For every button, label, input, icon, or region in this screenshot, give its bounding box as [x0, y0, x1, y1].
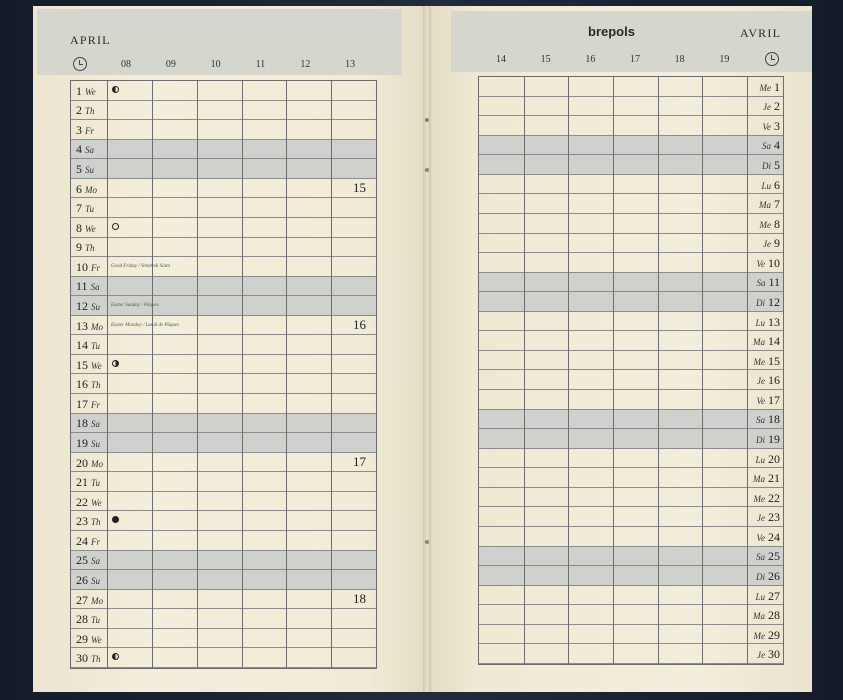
- weekday-abbr: We: [91, 634, 102, 645]
- weekday-abbr: Sa: [91, 419, 100, 430]
- day-label: [76, 571, 100, 590]
- weekday-abbr: Mo: [91, 458, 103, 469]
- day-label: [748, 78, 780, 97]
- day-label: [748, 450, 780, 469]
- day-label: [76, 356, 102, 375]
- weekday-abbr: Ma: [753, 474, 765, 485]
- day-label: [748, 136, 780, 155]
- day-label: [748, 645, 780, 664]
- weekday-abbr: Th: [91, 517, 101, 528]
- weekday-abbr: Mo: [91, 321, 103, 332]
- week-number: 15: [353, 179, 366, 195]
- weekday-abbr: Fr: [85, 125, 94, 136]
- day-number: 22: [768, 490, 780, 505]
- hour-label: 16: [585, 54, 596, 65]
- day-number: 28: [76, 612, 88, 627]
- weekday-abbr: Me: [759, 82, 771, 93]
- weekday-abbr: Sa: [90, 282, 100, 293]
- day-number: 30: [76, 651, 88, 666]
- holiday-note: Easter Sunday / Pâques: [111, 303, 159, 309]
- day-label: [76, 591, 103, 610]
- day-number: 17: [76, 396, 88, 411]
- weekday-abbr: Ve: [756, 395, 765, 406]
- day-number: 13: [768, 314, 780, 329]
- hour-label: 09: [165, 59, 176, 70]
- day-number: 9: [76, 240, 82, 255]
- day-label: [748, 293, 780, 312]
- day-label: [76, 630, 102, 649]
- day-number: 21: [768, 471, 780, 486]
- week-number: 18: [353, 590, 366, 606]
- day-number: 6: [76, 181, 82, 196]
- clock-icon: [765, 52, 779, 66]
- weekday-abbr: Ve: [756, 532, 765, 543]
- day-label: [76, 238, 95, 257]
- weekday-abbr: Sa: [85, 145, 94, 156]
- moon-phase-icon: [112, 223, 119, 230]
- day-label: [748, 547, 780, 566]
- day-number: 26: [76, 572, 88, 587]
- day-number: 11: [76, 279, 88, 294]
- weekday-abbr: Su: [85, 165, 94, 176]
- day-label: [76, 414, 100, 433]
- day-number: 19: [76, 435, 88, 450]
- hour-divider: [524, 77, 525, 664]
- weekday-abbr: We: [91, 497, 102, 508]
- day-number: 25: [768, 549, 780, 564]
- weekday-abbr: Sa: [756, 278, 766, 289]
- day-number: 23: [768, 510, 780, 525]
- day-label: [76, 336, 100, 355]
- day-number: 8: [774, 216, 780, 231]
- holiday-note: Good Friday / Vendredi Saint: [111, 264, 170, 270]
- hour-divider: [613, 77, 614, 664]
- hour-label: 19: [719, 54, 730, 65]
- day-number: 13: [76, 318, 88, 333]
- day-number: 5: [774, 158, 780, 173]
- weekday-abbr: Su: [91, 438, 100, 449]
- weekday-abbr: Sa: [91, 556, 100, 567]
- day-label: [748, 332, 780, 351]
- weekday-abbr: Sa: [762, 141, 771, 152]
- day-label: [748, 97, 780, 116]
- day-label: [748, 528, 780, 547]
- day-number: 20: [768, 451, 780, 466]
- day-label: [748, 410, 780, 429]
- day-label: [76, 375, 101, 394]
- day-label: [76, 532, 100, 551]
- day-number: 22: [76, 494, 88, 509]
- weekday-abbr: Ma: [753, 611, 765, 622]
- day-number: 14: [76, 338, 88, 353]
- weekday-abbr: Di: [762, 161, 771, 172]
- day-number: 24: [76, 533, 88, 548]
- day-label: [748, 313, 780, 332]
- hour-divider: [568, 77, 569, 664]
- day-label: [748, 371, 780, 390]
- day-number: 5: [76, 162, 82, 177]
- day-number: 4: [76, 142, 82, 157]
- weekday-abbr: We: [91, 360, 102, 371]
- hour-divider: [152, 81, 153, 668]
- weekday-abbr: Tu: [85, 204, 95, 215]
- weekday-abbr: Lu: [755, 454, 765, 465]
- day-number: 29: [768, 627, 780, 642]
- weekday-abbr: Me: [753, 493, 765, 504]
- day-label: [76, 101, 95, 120]
- day-number: 10: [76, 259, 88, 274]
- weekday-abbr: Th: [85, 106, 95, 117]
- day-label: [748, 254, 780, 273]
- weekday-abbr: Su: [91, 575, 100, 586]
- day-label: [748, 273, 780, 292]
- day-number: 16: [768, 373, 780, 388]
- hour-divider: [197, 81, 198, 668]
- hour-label: 11: [255, 59, 266, 70]
- weekday-abbr: Ve: [762, 121, 771, 132]
- hour-divider: [286, 81, 287, 668]
- day-number: 27: [768, 588, 780, 603]
- day-number: 2: [76, 103, 82, 118]
- weekday-abbr: Tu: [91, 615, 101, 626]
- weekday-abbr: Je: [757, 513, 765, 524]
- day-label: [76, 219, 96, 238]
- month-title-right: AVRIL: [740, 26, 782, 40]
- weekday-abbr: Fr: [91, 536, 100, 547]
- weekday-abbr: Me: [759, 219, 771, 230]
- day-number: 12: [768, 295, 780, 310]
- day-number: 28: [768, 608, 780, 623]
- day-label: [76, 512, 101, 531]
- day-label: [748, 469, 780, 488]
- day-label: [748, 195, 780, 214]
- weekday-abbr: Tu: [91, 478, 101, 489]
- hour-divider: [242, 81, 243, 668]
- weekday-abbr: Lu: [761, 180, 771, 191]
- day-number: 15: [76, 357, 88, 372]
- day-number: 14: [768, 334, 780, 349]
- day-label: [76, 610, 100, 629]
- hour-label: 12: [300, 59, 311, 70]
- weekday-abbr: Lu: [755, 317, 765, 328]
- day-number: 30: [768, 647, 780, 662]
- day-label: [76, 473, 100, 492]
- day-label: [76, 493, 102, 512]
- week-number: 17: [353, 453, 366, 469]
- day-number: 1: [76, 83, 82, 98]
- day-number: 9: [774, 236, 780, 251]
- day-label: [748, 626, 780, 645]
- day-number: 10: [768, 255, 780, 270]
- weekday-abbr: We: [85, 223, 96, 234]
- day-number: 15: [768, 353, 780, 368]
- weekday-abbr: Ma: [759, 200, 771, 211]
- hour-label: 18: [674, 54, 685, 65]
- day-label: [748, 352, 780, 371]
- day-label: [76, 454, 103, 473]
- weekday-abbr: Me: [753, 356, 765, 367]
- day-label: [76, 297, 100, 316]
- day-label: [748, 234, 780, 253]
- day-number: 2: [774, 99, 780, 114]
- clock-icon: [73, 57, 87, 71]
- hour-label: 10: [210, 59, 221, 70]
- weekday-abbr: Di: [756, 434, 765, 445]
- weekday-abbr: Th: [85, 243, 95, 254]
- moon-phase-icon: [112, 360, 119, 367]
- weekday-abbr: We: [85, 86, 96, 97]
- weekday-abbr: Je: [763, 239, 771, 250]
- weekday-abbr: Tu: [91, 341, 101, 352]
- day-number: 20: [76, 455, 88, 470]
- day-number: 7: [774, 197, 780, 212]
- day-label: [76, 434, 100, 453]
- weekday-abbr: Di: [756, 571, 765, 582]
- hour-divider: [107, 81, 108, 668]
- weekday-abbr: Je: [757, 650, 765, 661]
- day-number: 24: [768, 529, 780, 544]
- day-number: 1: [774, 79, 780, 94]
- weekday-abbr: Sa: [756, 415, 765, 426]
- day-number: 21: [76, 475, 88, 490]
- day-label: [76, 180, 97, 199]
- day-number: 4: [774, 138, 780, 153]
- day-label: [76, 160, 94, 179]
- day-number: 3: [774, 118, 780, 133]
- hour-divider: [702, 77, 703, 664]
- day-number: 18: [768, 412, 780, 427]
- moon-phase-icon: [112, 86, 119, 93]
- hour-label: 17: [630, 54, 640, 65]
- day-label: [76, 199, 94, 218]
- right-schedule-grid: [478, 76, 784, 665]
- day-label: [76, 258, 100, 277]
- day-label: [76, 551, 100, 570]
- weekday-abbr: Ma: [753, 337, 765, 348]
- day-label: [748, 117, 780, 136]
- day-label: [76, 121, 94, 140]
- weekday-abbr: Fr: [91, 262, 100, 273]
- hour-label: 15: [540, 54, 551, 65]
- weekday-abbr: Je: [763, 102, 771, 113]
- day-label: [748, 176, 780, 195]
- day-label: [748, 508, 780, 527]
- day-label: [748, 489, 780, 508]
- weekday-abbr: Th: [91, 654, 101, 665]
- weekday-abbr: Mo: [91, 595, 103, 606]
- day-label: [76, 82, 96, 101]
- weekday-abbr: Su: [91, 302, 100, 313]
- day-number: 18: [76, 416, 88, 431]
- month-title-left: APRIL: [70, 33, 111, 47]
- hour-divider: [658, 77, 659, 664]
- day-number: 16: [76, 377, 88, 392]
- day-label: [748, 587, 780, 606]
- hour-label: 13: [345, 59, 356, 70]
- day-number: 23: [76, 514, 88, 529]
- weekday-abbr: Fr: [91, 399, 100, 410]
- weekday-abbr: Th: [91, 380, 101, 391]
- weekday-abbr: Di: [756, 298, 765, 309]
- day-number: 17: [768, 392, 780, 407]
- day-number: 8: [76, 220, 82, 235]
- day-label: [748, 606, 780, 625]
- day-label: [76, 140, 94, 159]
- weekday-abbr: Ve: [756, 258, 765, 269]
- day-label: [748, 391, 780, 410]
- left-schedule-grid: [70, 80, 377, 669]
- binding-stitch: [425, 118, 429, 122]
- day-number: 25: [76, 553, 88, 568]
- day-number: 7: [76, 201, 82, 216]
- day-label: [76, 395, 100, 414]
- day-number: 12: [76, 299, 88, 314]
- binding-stitch: [425, 540, 429, 544]
- weekday-abbr: Lu: [755, 591, 765, 602]
- weekday-abbr: Mo: [85, 184, 97, 195]
- weekday-abbr: Me: [753, 630, 765, 641]
- hour-label: 14: [496, 54, 506, 65]
- day-number: 26: [768, 568, 780, 583]
- day-number: 3: [76, 122, 82, 137]
- day-label: [748, 215, 780, 234]
- day-number: 27: [76, 592, 88, 607]
- day-label: [76, 649, 101, 668]
- hour-label: 08: [121, 59, 131, 70]
- day-number: 29: [76, 631, 88, 646]
- day-label: [748, 430, 780, 449]
- page-gutter: [423, 6, 431, 692]
- day-label: [76, 277, 100, 296]
- day-number: 11: [768, 275, 780, 290]
- day-number: 19: [768, 431, 780, 446]
- day-label: [76, 317, 103, 336]
- brand-logo: brepols: [588, 24, 635, 39]
- day-label: [748, 567, 780, 586]
- binding-stitch: [425, 168, 429, 172]
- hour-divider: [331, 81, 332, 668]
- weekday-abbr: Sa: [756, 552, 765, 563]
- week-number: 16: [353, 316, 366, 332]
- weekday-abbr: Je: [757, 376, 765, 387]
- day-number: 6: [774, 177, 780, 192]
- holiday-note: Easter Monday / Lundi de Pâques: [111, 322, 180, 328]
- day-label: [748, 156, 780, 175]
